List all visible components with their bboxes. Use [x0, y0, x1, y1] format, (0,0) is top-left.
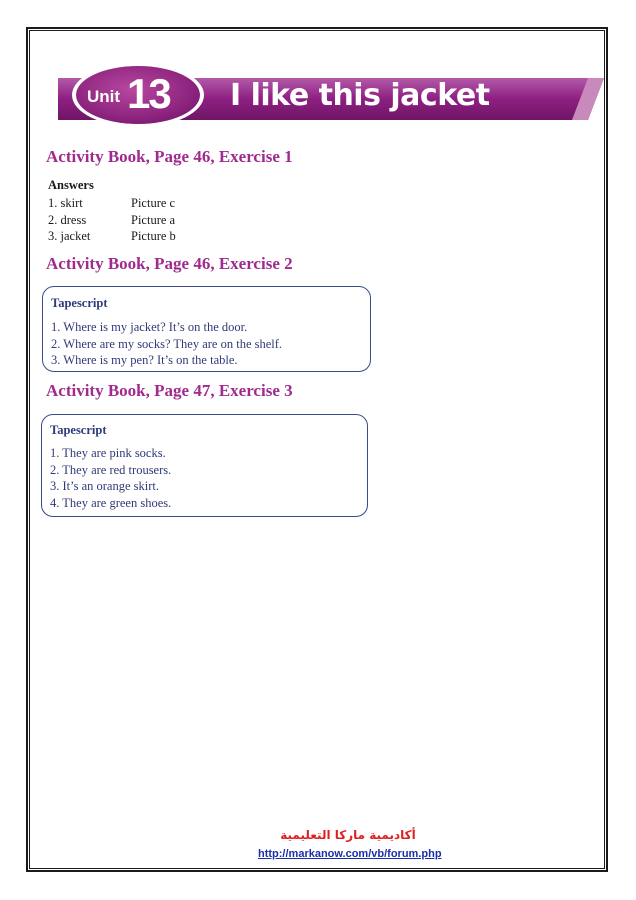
section-heading-3: Activity Book, Page 47, Exercise 3: [46, 381, 293, 400]
tapescript-title: Tapescript: [50, 423, 107, 437]
section-heading-2: Activity Book, Page 46, Exercise 2: [46, 254, 293, 273]
footer-academy-name: أكاديمية ماركا التعليمية: [280, 828, 416, 842]
answer-picture: Picture a: [131, 212, 176, 227]
tapescript-lines: [51, 319, 282, 369]
answer-word: 1. skirt: [48, 196, 83, 210]
answer-row: [48, 228, 176, 245]
unit-number: 13: [127, 70, 170, 117]
unit-label: Unit: [87, 87, 121, 106]
tapescript-line: 1. They are pink socks.: [50, 446, 166, 460]
answers-block: [48, 178, 176, 245]
tapescript-line: 3. It’s an orange skirt.: [50, 479, 160, 493]
answer-word: 3. jacket: [48, 229, 91, 243]
tapescript-line: 2. They are red trousers.: [50, 462, 172, 477]
section-heading-1: Activity Book, Page 46, Exercise 1: [46, 147, 293, 166]
tapescript-line: 2. Where are my socks? They are on the shelf.: [51, 336, 283, 351]
tapescript-title: Tapescript: [51, 296, 108, 310]
answers-title: Answers: [48, 178, 94, 192]
tapescript-lines: [50, 445, 171, 511]
answer-picture: Picture b: [131, 229, 176, 243]
answer-row: [48, 212, 176, 229]
footer-link[interactable]: http://markanow.com/vb/forum.php: [258, 848, 442, 860]
answer-row: [48, 195, 176, 212]
tapescript-box-1: [42, 286, 371, 372]
answer-picture: Picture c: [131, 196, 176, 210]
unit-title: I like this jacket: [230, 78, 490, 113]
answer-word: 2. dress: [48, 212, 87, 227]
tapescript-line: 3. Where is my pen? It’s on the table.: [51, 353, 238, 367]
tapescript-line: 1. Where is my jacket? It’s on the door.: [51, 320, 248, 334]
tapescript-line: 4. They are green shoes.: [50, 495, 172, 510]
tapescript-box-2: [41, 414, 368, 517]
